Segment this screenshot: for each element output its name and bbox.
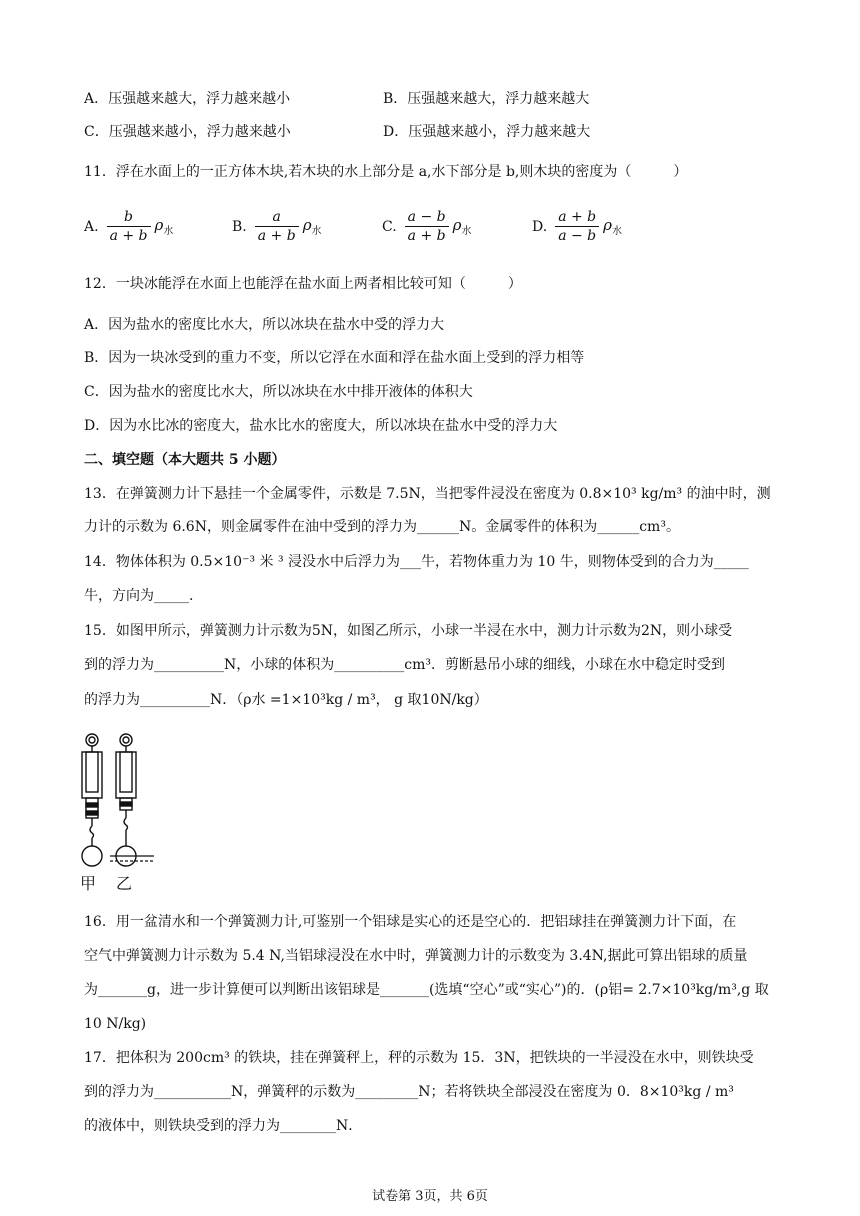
q14-line1: 14．物体体积为 0.5×10⁻³ 米 ³ 浸没水中后浮力为___牛，若物体重力为 10 牛，则物体受到的合力为_____ [84, 554, 749, 570]
q11-option-c [382, 208, 471, 245]
q10-option-c: C．压强越来越小，浮力越来越小 [84, 124, 291, 140]
q13-line1: 13．在弹簧测力计下悬挂一个金属零件，示数是 7.5N，当把零件浸没在密度为 0.8×10³ kg/m³ 的油中时，测 [84, 486, 771, 502]
q11-option-d-denominator: a − b [555, 226, 599, 245]
q12-option-b: B．因为一块冰受到的重力不变，所以它浮在水面和浮在盐水面上受到的浮力相等 [84, 350, 585, 366]
spring-scales-diagram [76, 728, 166, 868]
q11-option-c-rho-sub: 水 [461, 226, 472, 237]
q17-line3: 的液体中，则铁块受到的浮力为________N． [84, 1118, 363, 1134]
q11-option-d [532, 208, 622, 245]
q12-option-c: C．因为盐水的密度比水大，所以冰块在水中排开液体的体积大 [84, 384, 473, 400]
q11-option-c-label: C. [382, 218, 397, 235]
q11-option-d-rho: ρ [603, 216, 612, 234]
q11-option-c-numerator: a − b [407, 209, 446, 225]
section-heading-fill-in: 二、填空题（本大题共 5 小题） [84, 452, 286, 468]
spring-scale-right [116, 734, 136, 866]
q12-stem: 12．一块冰能浮在水面上也能浮在盐水面上两者相比较可知（ ） [84, 276, 522, 292]
figure-label-yi: 乙 [116, 874, 133, 893]
q11-option-b-label: B. [232, 218, 247, 235]
q12-option-d: D．因为水比冰的密度大，盐水比水的密度大，所以冰块在盐水中受的浮力大 [84, 418, 558, 434]
q15-line1: 15．如图甲所示，弹簧测力计示数为5N，如图乙所示，小球一半浸在水中，测力计示数为2N，则小球受 [84, 623, 733, 639]
q15-line3: 的浮力为__________N．（ρ水 =1×10³kg / m³， g 取10N/kg） [84, 692, 488, 708]
q16-line1: 16．用一盆清水和一个弹簧测力计,可鉴别一个铝球是实心的还是空心的．把铝球挂在弹簧测力计下面，在 [84, 914, 737, 930]
q11-option-a-label: A. [84, 218, 99, 235]
q10-option-d: D．压强越来越小，浮力越来越大 [383, 124, 591, 140]
q11-option-d-rho-sub: 水 [611, 226, 622, 237]
q11-option-b-numerator: a [272, 209, 281, 225]
spring-scale-left [82, 734, 102, 866]
q11-option-a-rho: ρ [154, 216, 164, 234]
q11-option-a-denominator: a + b [107, 226, 151, 245]
q16-line2: 空气中弹簧测力计示数为 5.4 N,当铝球浸没在水中时，弹簧测力计的示数变为 3.4N,据此可算出铝球的质量 [84, 948, 748, 964]
q11-option-c-rho: ρ [452, 216, 462, 234]
q11-option-a-rho-sub: 水 [163, 226, 174, 237]
q11-option-c-denominator: a + b [405, 226, 449, 245]
q16-line3: 为_______g，进一步计算便可以判断出该铝球是_______(选填“空心”或“实心”)的．(ρ铝= 2.7×10³kg/m³,g 取 [84, 982, 769, 998]
q11-option-d-numerator: a + b [558, 209, 597, 225]
q11-option-a [84, 208, 173, 245]
q11-option-b-rho: ρ [302, 216, 312, 234]
q17-line1: 17．把体积为 200cm³ 的铁块，挂在弹簧秤上，秤的示数为 15．3N，把铁块的一半浸没在水中，则铁块受 [84, 1050, 754, 1066]
q15-line2: 到的浮力为__________N，小球的体积为__________cm³．剪断悬吊小球的细线，小球在水中稳定时受到 [84, 657, 725, 673]
q10-option-a: A．压强越来越大，浮力越来越小 [84, 91, 291, 107]
q11-option-d-label: D. [532, 218, 548, 235]
q16-line4: 10 N/kg) [84, 1016, 147, 1032]
q11-option-b [232, 208, 322, 245]
q13-line2: 力计的示数为 6.6N，则金属零件在油中受到的浮力为______N。金属零件的体积为______cm³。 [84, 519, 680, 535]
q12-option-a: A．因为盐水的密度比水大，所以冰块在盐水中受的浮力大 [84, 317, 445, 333]
q11-option-a-numerator: b [124, 209, 134, 225]
page-footer: 试卷第 3页，共 6页 [372, 1189, 488, 1204]
q10-option-b: B．压强越来越大，浮力越来越大 [383, 91, 590, 107]
q11-stem: 11．浮在水面上的一正方体木块,若木块的水上部分是 a,水下部分是 b,则木块的密度为（ ） [84, 164, 688, 180]
q11-option-b-rho-sub: 水 [311, 226, 322, 237]
q14-line2: 牛，方向为_____. [84, 588, 194, 604]
q15-figure [76, 728, 166, 896]
figure-label-jia: 甲 [80, 874, 97, 893]
q11-option-b-denominator: a + b [255, 226, 299, 245]
q17-line2: 到的浮力为___________N，弹簧秤的示数为_________N；若将铁块全部浸没在密度为 0．8×10³kg / m³ [84, 1084, 734, 1100]
